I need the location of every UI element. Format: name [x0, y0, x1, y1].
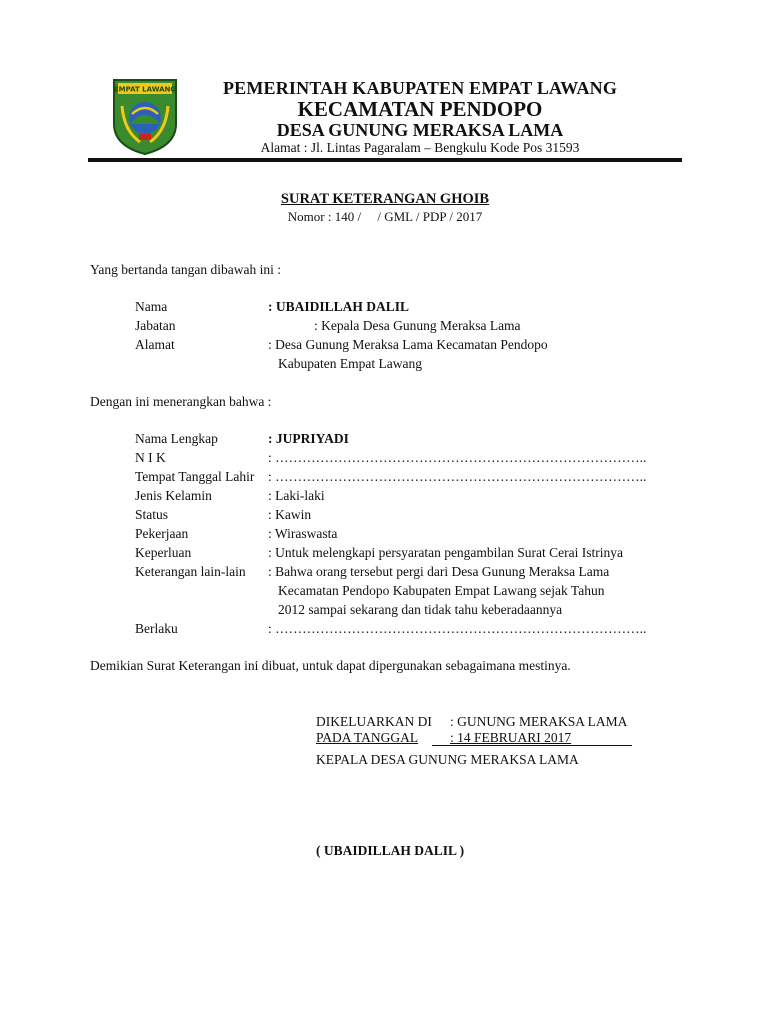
signer-address-value-2: Kabupaten Empat Lawang	[278, 356, 422, 371]
emblem-shield-icon	[110, 76, 180, 156]
issued-at-value: : GUNUNG MERAKSA LAMA	[450, 714, 628, 729]
subject-purpose-label: Keperluan	[135, 545, 192, 560]
subject-purpose-value: : Untuk melengkapi persyaratan pengambilan Surat Cerai Istrinya	[268, 545, 624, 560]
subject-notes-label: Keterangan lain-lain	[135, 564, 246, 579]
subject-name-label: Nama Lengkap	[135, 431, 218, 446]
subject-validity-value: : ………………………………………………………………………..	[268, 621, 647, 636]
issued-at-label: DIKELUARKAN DI	[316, 714, 432, 729]
signer-name-label: Nama	[135, 299, 168, 314]
kop-address: Alamat : Jl. Lintas Pagaralam – Bengkulu Kode Pos 31593	[260, 140, 580, 155]
statement-text: Dengan ini menerangkan bahwa :	[90, 394, 272, 409]
closing-text: Demikian Surat Keterangan ini dibuat, untuk dapat dipergunakan sebagaimana mestinya.	[90, 658, 571, 673]
letter-number: Nomor : 140 / / GML / PDP / 2017	[287, 209, 483, 224]
subject-job-value: : Wiraswasta	[268, 526, 338, 541]
emblem-text: EMPAT LAWANG	[113, 85, 177, 94]
issued-date-label: PADA TANGGAL	[316, 730, 419, 745]
subject-nik-value: : ………………………………………………………………………..	[268, 450, 647, 465]
subject-birth-label: Tempat Tanggal Lahir	[135, 469, 255, 484]
regency-emblem	[110, 76, 180, 156]
issued-date-value: : 14 FEBRUARI 2017	[450, 730, 572, 745]
signer-title: KEPALA DESA GUNUNG MERAKSA LAMA	[316, 752, 579, 767]
date-underline	[432, 745, 632, 746]
signer-name-value: : UBAIDILLAH DALIL	[268, 299, 410, 314]
subject-notes-value-3: 2012 sampai sekarang dan tidak tahu keberadaannya	[278, 602, 563, 617]
letterhead-divider	[88, 158, 682, 162]
kop-regency: PEMERINTAH KABUPATEN EMPAT LAWANG	[222, 78, 618, 98]
signer-signature-name: ( UBAIDILLAH DALIL )	[316, 843, 465, 858]
letter-title: SURAT KETERANGAN GHOIB	[280, 191, 490, 207]
subject-status-label: Status	[135, 507, 169, 522]
subject-nik-label: N I K	[135, 450, 166, 465]
subject-gender-value: : Laki-laki	[268, 488, 325, 503]
subject-validity-label: Berlaku	[135, 621, 178, 636]
subject-notes-value-2: Kecamatan Pendopo Kabupaten Empat Lawang sejak Tahun	[278, 583, 605, 598]
kop-district: KECAMATAN PENDOPO	[297, 97, 543, 121]
signer-address-label: Alamat	[135, 337, 175, 352]
subject-job-label: Pekerjaan	[135, 526, 189, 541]
subject-status-value: : Kawin	[268, 507, 312, 522]
subject-birth-value: : ………………………………………………………………………..	[268, 469, 647, 484]
subject-name-value: : JUPRIYADI	[268, 431, 349, 446]
subject-notes-value-1: : Bahwa orang tersebut pergi dari Desa Gunung Meraksa Lama	[268, 564, 610, 579]
signer-position-label: Jabatan	[135, 318, 176, 333]
intro-text: Yang bertanda tangan dibawah ini :	[90, 262, 281, 277]
kop-village: DESA GUNUNG MERAKSA LAMA	[276, 120, 564, 140]
subject-gender-label: Jenis Kelamin	[135, 488, 212, 503]
signer-address-value-1: : Desa Gunung Meraksa Lama Kecamatan Pendopo	[268, 337, 548, 352]
signer-position-value: : Kepala Desa Gunung Meraksa Lama	[314, 318, 521, 333]
